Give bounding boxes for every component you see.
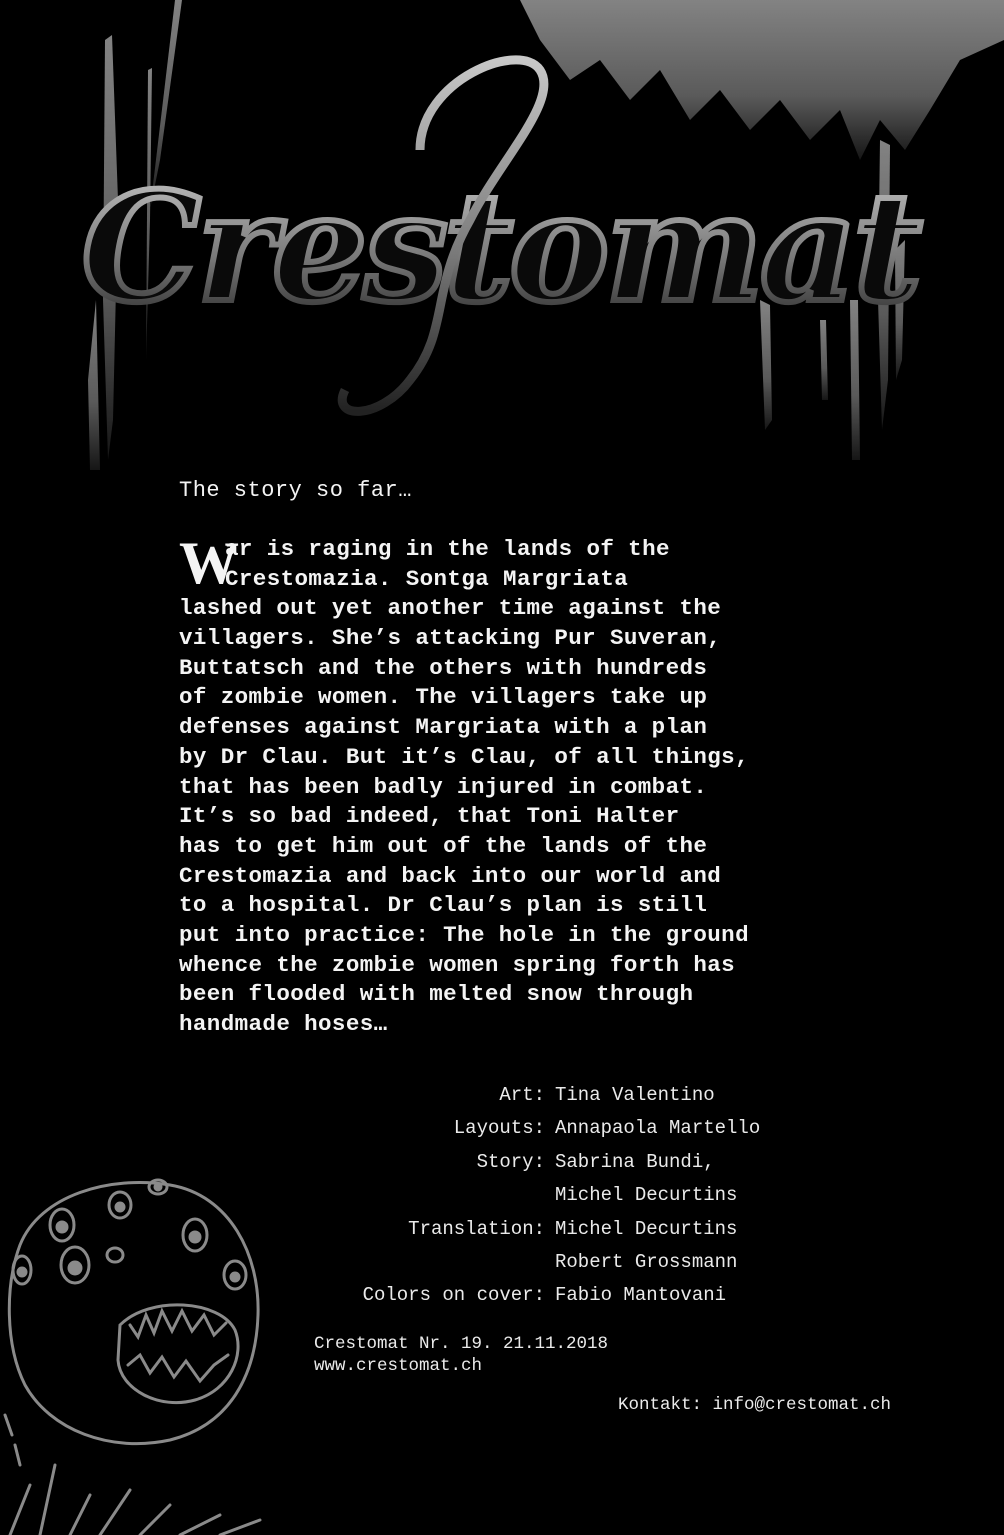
- credit-role: Story:: [476, 1150, 545, 1173]
- credit-row-colors: [300, 1282, 820, 1315]
- story-line: lashed out yet another time against the: [179, 595, 722, 622]
- story-line: Crestomazia and back into our world and: [179, 862, 722, 889]
- credit-name: Michel Decurtins: [555, 1217, 738, 1240]
- credit-row-layouts: [300, 1115, 820, 1148]
- credit-role: Translation:: [408, 1217, 545, 1240]
- credit-row-story-cont: [300, 1182, 820, 1215]
- credit-role: [300, 1249, 555, 1282]
- credit-row-translation: [300, 1216, 820, 1249]
- issue-number: Crestomat Nr. 19. 21.11.2018: [314, 1334, 609, 1354]
- story-line: been flooded with melted snow through: [179, 981, 694, 1008]
- crestomat-logo-text: Crestomat: [81, 160, 919, 336]
- story-line: ar is raging in the lands of the: [225, 536, 670, 562]
- credit-row-story: [300, 1149, 820, 1182]
- credits-list: [300, 1082, 820, 1316]
- story-line: It’s so bad indeed, that Toni Halter: [179, 803, 680, 830]
- story-dropcap: W: [179, 530, 239, 596]
- story-heading: The story so far…: [179, 478, 412, 503]
- credit-row-art: [300, 1082, 820, 1115]
- credit-row-translation-cont: [300, 1249, 820, 1282]
- credit-name: Annapaola Martello: [555, 1117, 761, 1140]
- story-line: to a hospital. Dr Clau’s plan is still: [179, 892, 708, 919]
- credit-role: Art:: [499, 1084, 545, 1106]
- story-line: Buttatsch and the others with hundreds: [179, 654, 708, 681]
- creature-illustration: [0, 1165, 300, 1535]
- credit-name: Robert Grossmann: [555, 1250, 738, 1273]
- story-line: handmade hoses…: [179, 1011, 388, 1037]
- crestomat-logo-artwork: [0, 0, 1004, 470]
- credit-name: Tina Valentino: [555, 1084, 715, 1106]
- website-link[interactable]: www.crestomat.ch: [314, 1356, 483, 1376]
- story-line: villagers. She’s attacking Pur Suveran,: [179, 625, 722, 652]
- credit-role: [300, 1182, 555, 1215]
- contact-email[interactable]: Kontakt: info@crestomat.ch: [618, 1395, 892, 1415]
- story-line: by Dr Clau. But it’s Clau, of all things,: [179, 743, 749, 770]
- credit-name: Sabrina Bundi,: [555, 1150, 715, 1173]
- story-line: whence the zombie women spring forth has: [179, 951, 736, 978]
- story-line: put into practice: The hole in the ground: [179, 921, 749, 948]
- story-paragraph: [179, 530, 819, 1040]
- issue-info: [314, 1333, 608, 1377]
- credit-role: Colors on cover:: [362, 1284, 545, 1307]
- story-line: Crestomazia. Sontga Margriata: [225, 565, 629, 592]
- story-line: has to get him out of the lands of the: [179, 832, 708, 859]
- credit-role: Layouts:: [453, 1117, 545, 1140]
- credit-name: Fabio Mantovani: [555, 1284, 727, 1307]
- story-line: that has been badly injured in combat.: [179, 773, 708, 800]
- story-line: defenses against Margriata with a plan: [179, 714, 708, 741]
- story-line: of zombie women. The villagers take up: [179, 684, 708, 711]
- credit-name: Michel Decurtins: [555, 1184, 738, 1207]
